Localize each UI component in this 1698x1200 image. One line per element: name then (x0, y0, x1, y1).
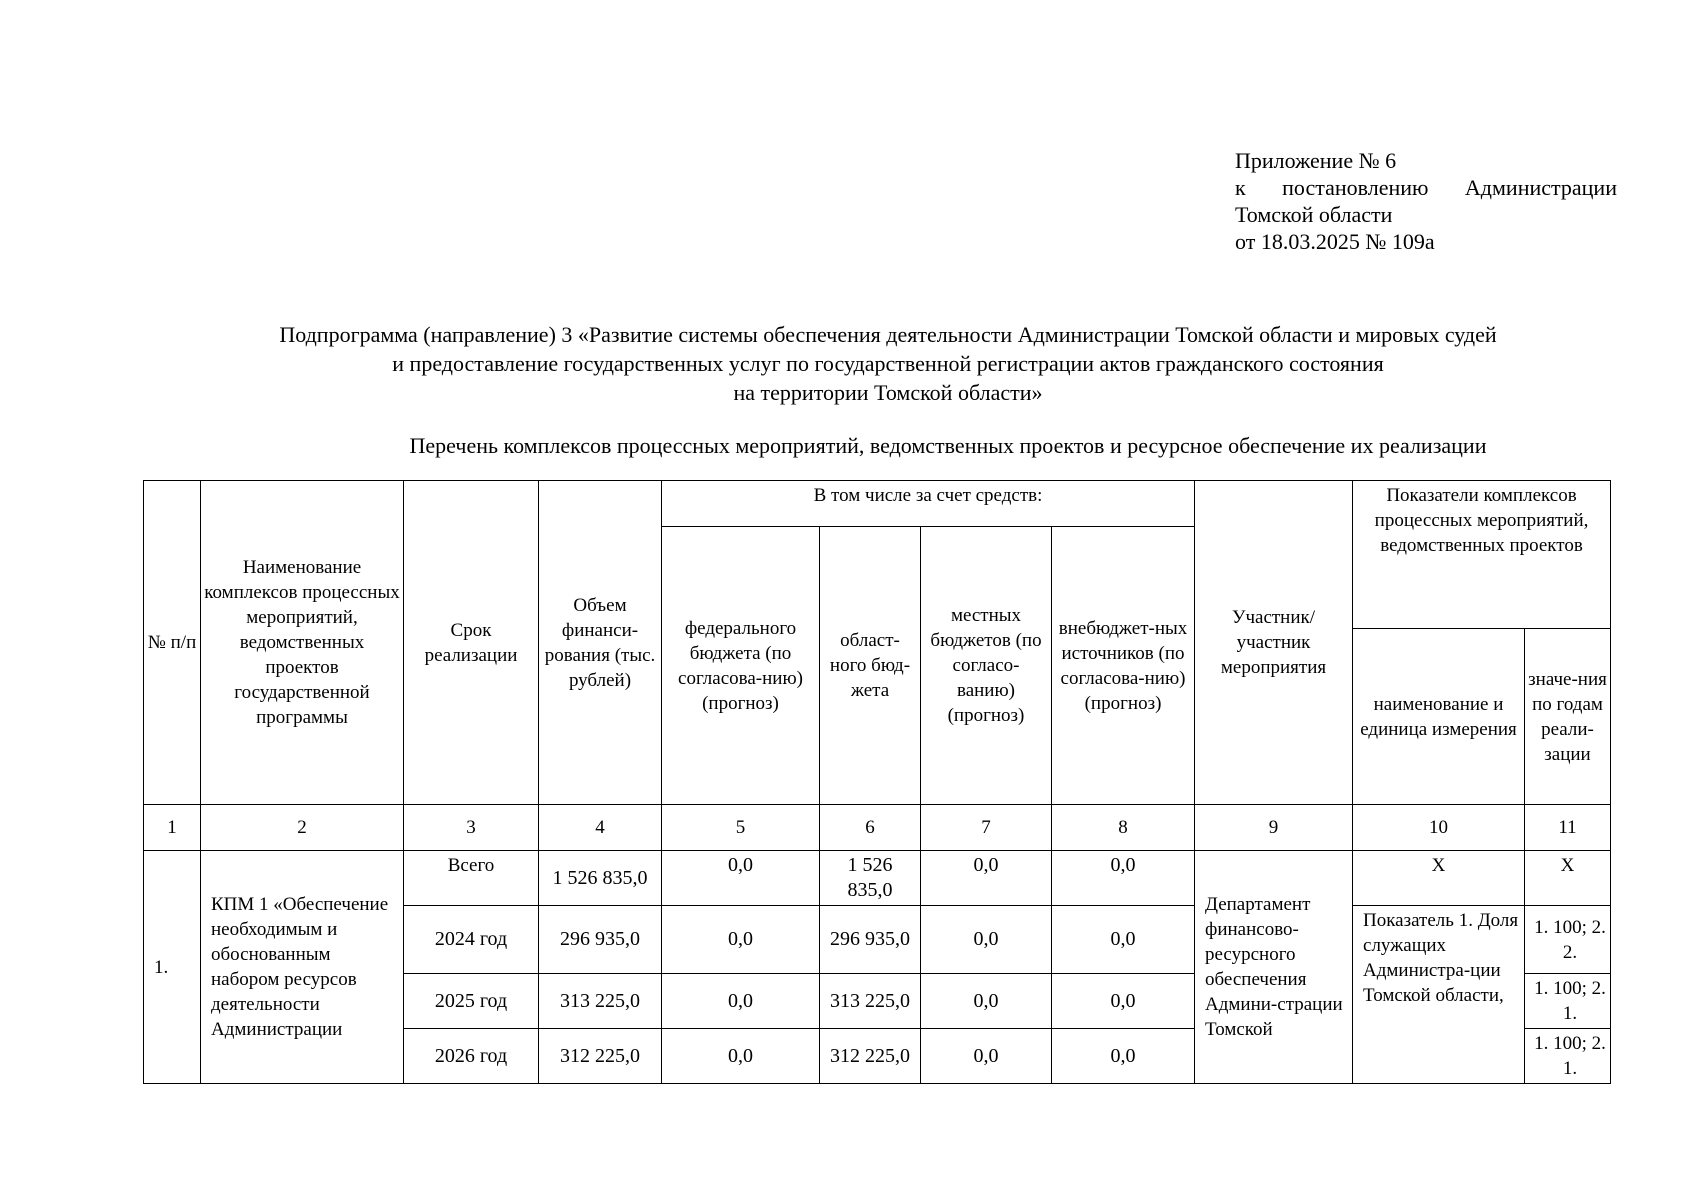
title-line-2: и предоставление государственных услуг по государственной регистрации актов гражданского состояния (392, 351, 1384, 376)
col-number: 8 (1052, 805, 1195, 851)
col-number: 9 (1195, 805, 1353, 851)
appendix-region: Томской области (1235, 202, 1393, 227)
header-regional: област-ного бюд-жета (820, 527, 921, 805)
period-local: 0,0 (921, 851, 1052, 906)
program-table (143, 480, 1611, 1084)
header-indicators: Показатели комплексов процессных мероприятий, ведомственных проектов (1353, 481, 1611, 629)
period-extra: 0,0 (1052, 851, 1195, 906)
col-number: 5 (662, 805, 820, 851)
header-term: Срок реализации (404, 481, 539, 805)
period-federal: 0,0 (662, 1029, 820, 1084)
header-indicator-name: наименование и единица измерения (1353, 629, 1525, 805)
document-subtitle: Перечень комплексов процессных мероприятий, ведомственных проектов и ресурсное обеспечение их реализации (409, 433, 1487, 458)
indicator-value-2024: 1. 100; 2. 2. (1525, 906, 1611, 974)
appendix-word-resolution: постановлению (1282, 175, 1429, 200)
period-regional: 312 225,0 (820, 1029, 921, 1084)
header-including: В том числе за счет средств: (662, 481, 1195, 527)
table-row (144, 851, 1611, 906)
col-number: 6 (820, 805, 921, 851)
period-federal: 0,0 (662, 974, 820, 1029)
row-program-name: КПМ 1 «Обеспечение необходимым и обоснованным набором ресурсов деятельности Администрации (201, 851, 404, 1084)
appendix-word-administration: Администрации (1464, 175, 1617, 200)
col-number: 10 (1353, 805, 1525, 851)
indicator-value-total: X (1525, 851, 1611, 906)
col-number: 2 (201, 805, 404, 851)
col-number: 3 (404, 805, 539, 851)
period-extra: 0,0 (1052, 974, 1195, 1029)
period-volume: 1 526 835,0 (539, 851, 662, 906)
header-volume: Объем финанси-рования (тыс. рублей) (539, 481, 662, 805)
col-number: 7 (921, 805, 1052, 851)
indicator-name: Показатель 1. Доля служащих Администра-ции Томской области, (1353, 906, 1525, 1084)
period-regional: 1 526 835,0 (820, 851, 921, 906)
title-line-1: Подпрограмма (направление) 3 «Развитие системы обеспечения деятельности Администрации Томской области и мировых судей (279, 322, 1497, 347)
period-local: 0,0 (921, 974, 1052, 1029)
period-term: 2026 год (404, 1029, 539, 1084)
period-term: 2025 год (404, 974, 539, 1029)
period-volume: 312 225,0 (539, 1029, 662, 1084)
header-num: № п/п (144, 481, 201, 805)
period-federal: 0,0 (662, 906, 820, 974)
period-volume: 296 935,0 (539, 906, 662, 974)
period-term: Всего (404, 851, 539, 906)
period-regional: 313 225,0 (820, 974, 921, 1029)
col-number: 11 (1525, 805, 1611, 851)
header-federal: федерального бюджета (по согласова-нию) (прогноз) (662, 527, 820, 805)
document-title (120, 320, 1656, 407)
indicator-value-2026: 1. 100; 2. 1. (1525, 1029, 1611, 1084)
header-row-1 (144, 481, 1611, 527)
col-number: 4 (539, 805, 662, 851)
period-extra: 0,0 (1052, 1029, 1195, 1084)
header-extra: внебюджет-ных источников (по согласова-нию) (прогноз) (1052, 527, 1195, 805)
row-participant: Департамент финансово-ресурсного обеспечения Админи-страции Томской (1195, 851, 1353, 1084)
header-name: Наименование комплексов процессных мероприятий, ведомственных проектов государственной программы (201, 481, 404, 805)
column-numbers-row (144, 805, 1611, 851)
indicator-value-2025: 1. 100; 2. 1. (1525, 974, 1611, 1029)
period-local: 0,0 (921, 1029, 1052, 1084)
appendix-block (1235, 147, 1617, 255)
appendix-resolution-line (1235, 174, 1617, 201)
title-line-3: на территории Томской области» (733, 380, 1043, 405)
col-number: 1 (144, 805, 201, 851)
period-federal: 0,0 (662, 851, 820, 906)
row-number: 1. (144, 851, 201, 1084)
period-term: 2024 год (404, 906, 539, 974)
header-participant: Участник/ участник мероприятия (1195, 481, 1353, 805)
appendix-date-number: от 18.03.2025 № 109а (1235, 229, 1435, 254)
period-regional: 296 935,0 (820, 906, 921, 974)
header-local: местных бюджетов (по согласо-ванию) (прогноз) (921, 527, 1052, 805)
appendix-word-k: к (1235, 175, 1246, 200)
indicator-name-total: X (1353, 851, 1525, 906)
period-local: 0,0 (921, 906, 1052, 974)
appendix-title: Приложение № 6 (1235, 148, 1397, 173)
header-indicator-values: значе-ния по годам реали-зации (1525, 629, 1611, 805)
period-volume: 313 225,0 (539, 974, 662, 1029)
period-extra: 0,0 (1052, 906, 1195, 974)
